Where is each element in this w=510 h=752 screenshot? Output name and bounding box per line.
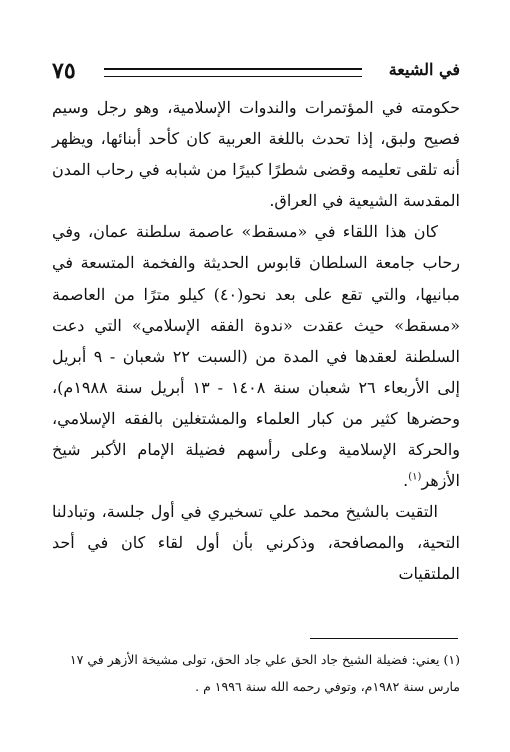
footnote-reference[interactable]: (١) (408, 471, 422, 483)
running-title: في الشيعة (388, 60, 460, 79)
footnote-1: (١) يعني: فضيلة الشيخ جاد الحق علي جاد الحق، تولى مشيخة الأزهر في ١٧ مارس سنة ١٩٨٢م، وتوفي رحمه الله سنة ١٩٩٦ م . (69, 652, 460, 694)
paragraph-2-text: كان هذا اللقاء في «مسقط» عاصمة سلطنة عمان، وفي رحاب جامعة السلطان قابوس الحديثة والفخمة المتسعة في مبانيها، والتي تقع على بعد نحو(٤٠) كيلو مترًا من العاصمة «مسقط» حيث عقدت «ندوة الفقه الإسلامي» التي دعت السلطنة لعقدها في المدة من (السبت ٢٢ شعبان - ٩ أبريل إلى الأربعاء ٢٦ شعبان سنة ١٤٠٨ - ١٣ أبريل سنة ١٩٨٨م)، وحضرها كثير من كبار العلماء والمشتغلين بالفقه الإسلامي، والحركة الإسلامية وعلى رأسهم فضيلة الإمام الأكبر شيخ الأزهر (52, 222, 461, 491)
page-number: ٧٥ (52, 58, 76, 84)
body-text (52, 92, 460, 590)
footnote-divider (310, 638, 458, 639)
paragraph-3: التقيت بالشيخ محمد علي تسخيري في أول جلسة، وتبادلنا التحية، والمصافحة، وذكرني بأن أول لقاء كان في أحد الملتقيات (52, 502, 460, 584)
header-rule (104, 68, 362, 77)
paragraph-1: حكومته في المؤتمرات والندوات الإسلامية، وهو رجل وسيم فصيح ولبق، إذا تحدث باللغة العربية كان كأحد أبنائها، ويظهر أنه تلقى تعليمه وقضى شطرًا كبيرًا من شبابه في رحاب المدن المقدسة الشيعية في العراق. (52, 98, 461, 211)
paragraph-2-end: . (403, 471, 409, 491)
running-header (52, 56, 460, 88)
footnotes (52, 646, 460, 700)
paragraph-2 (52, 216, 460, 496)
